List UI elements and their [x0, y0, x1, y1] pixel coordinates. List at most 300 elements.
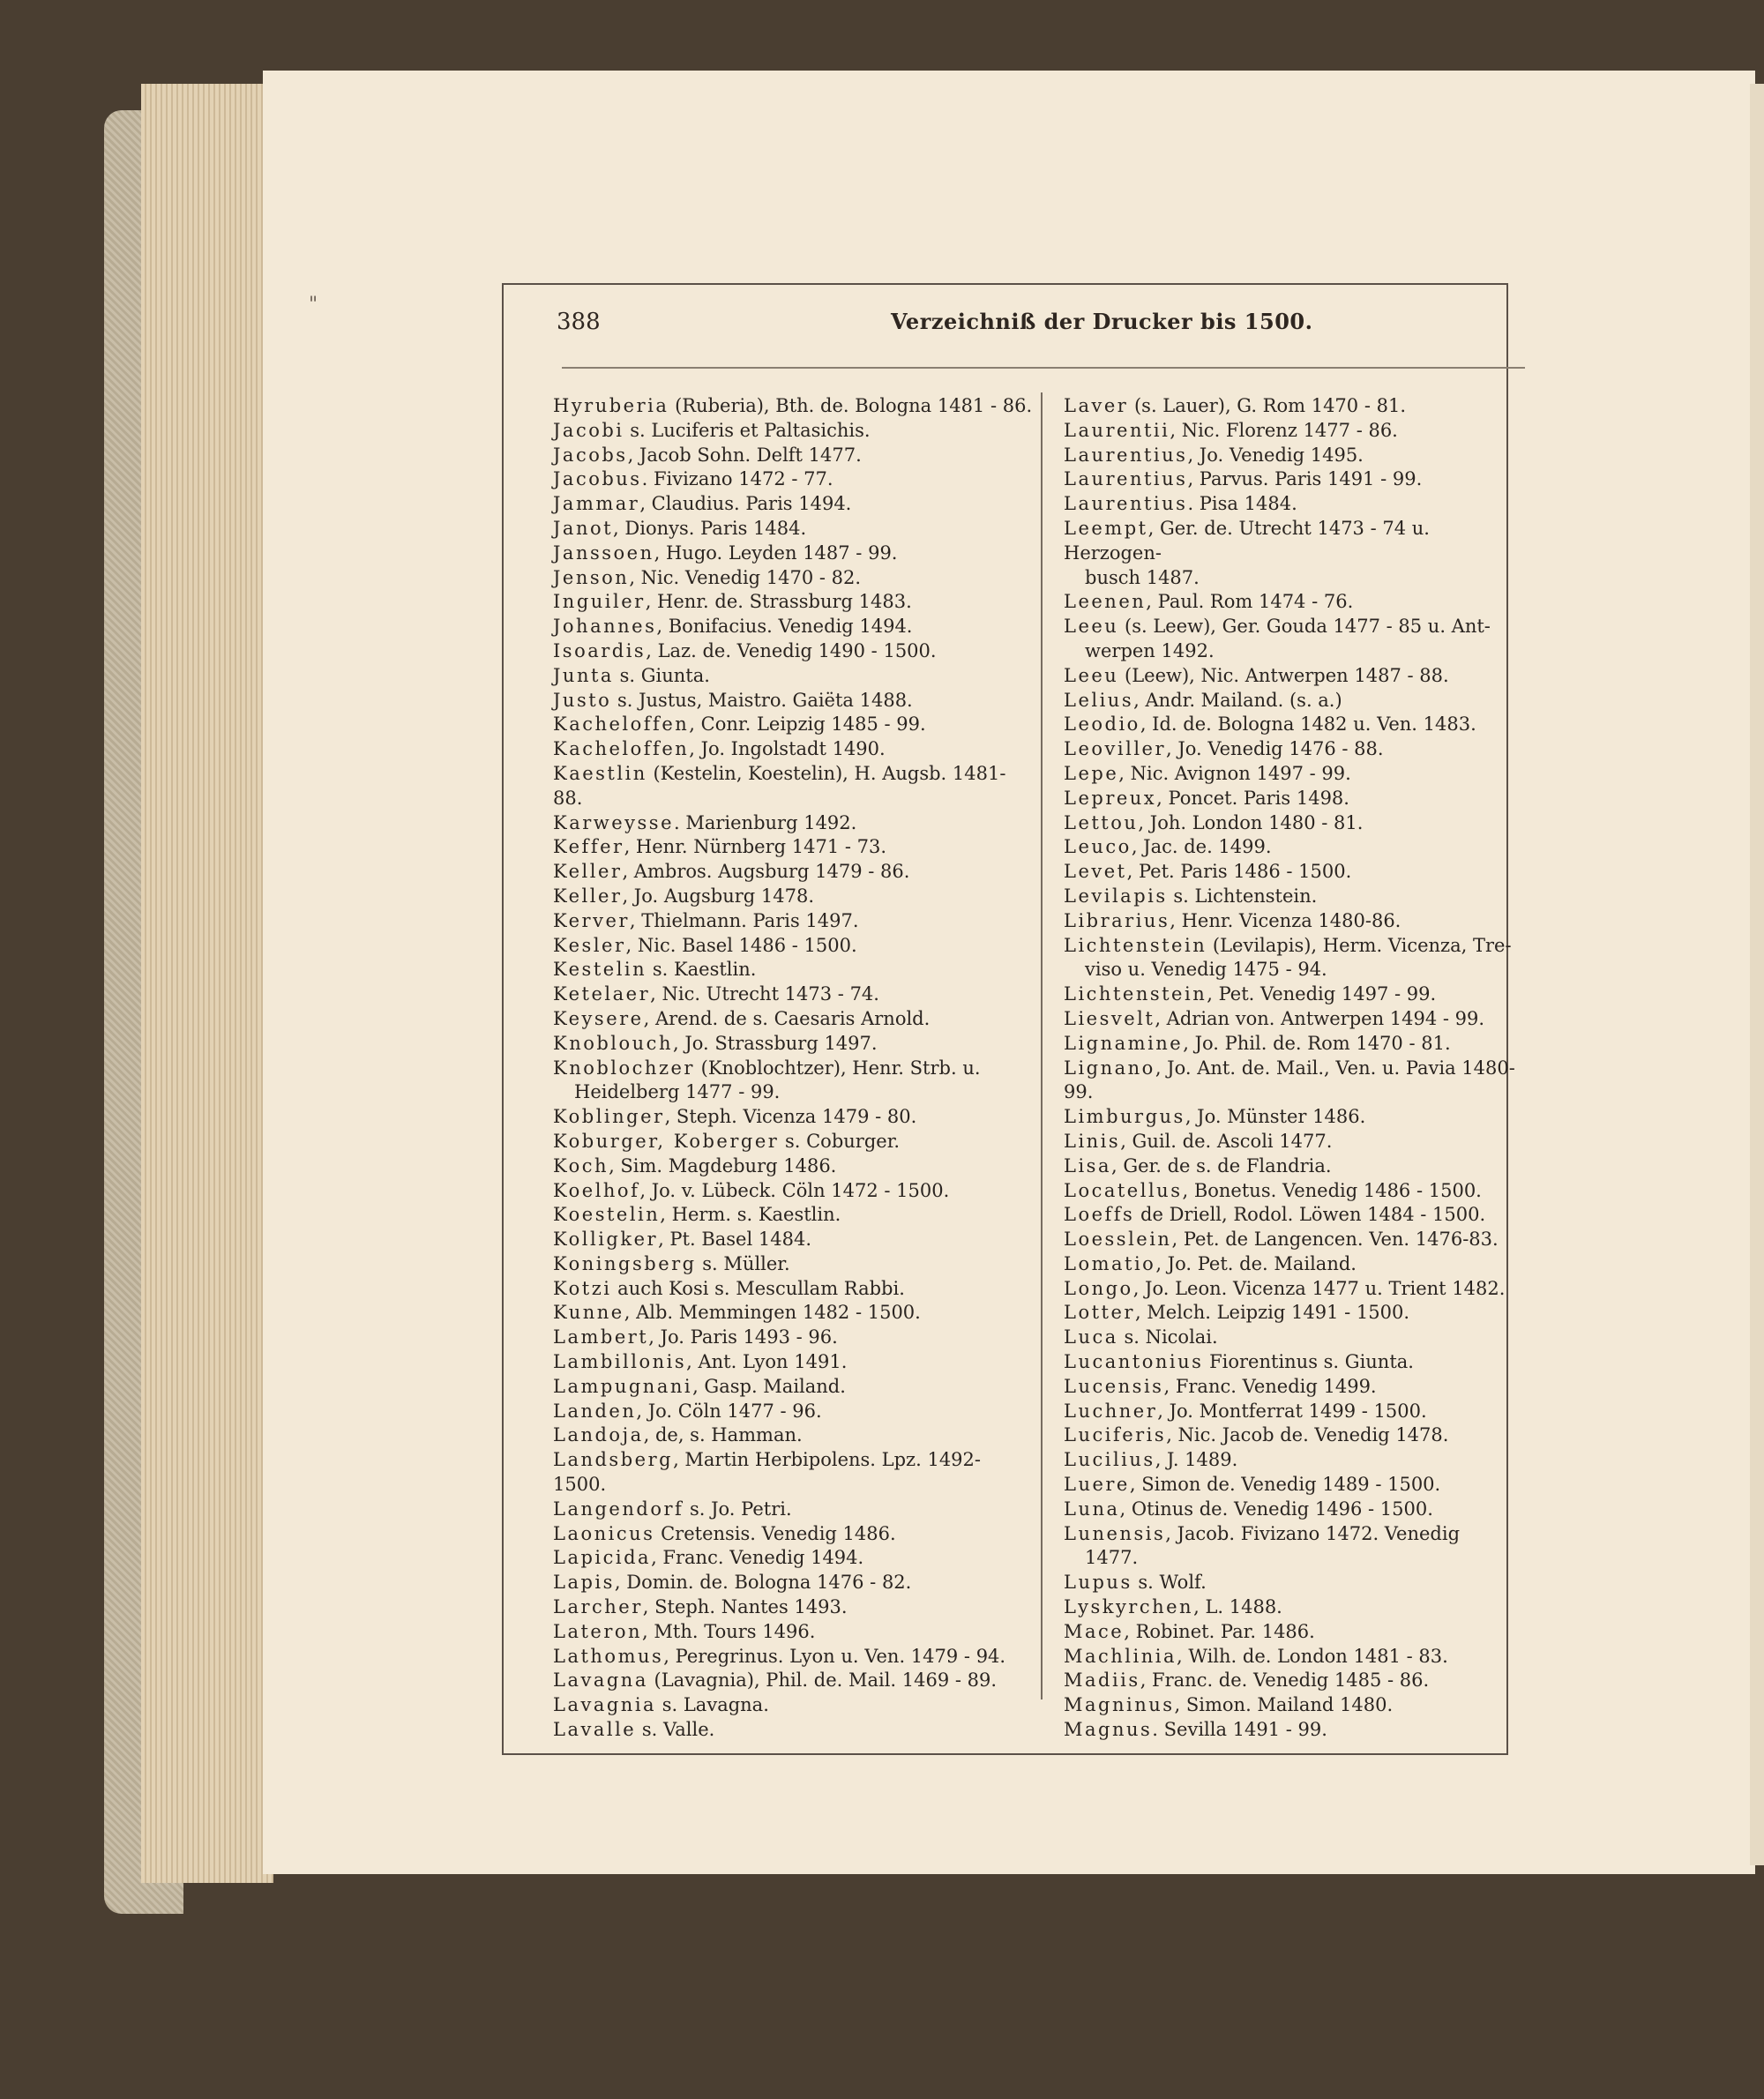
- entry-details: de Driell, Rodol. Löwen 1484 - 1500.: [1134, 1204, 1486, 1226]
- entry-details: (Leew), Nic. Antwerpen 1487 - 88.: [1118, 664, 1449, 686]
- entry-details: , Dionys. Paris 1484.: [613, 517, 807, 539]
- printer-name: Liesvelt: [1064, 1007, 1155, 1029]
- entry-details: , Nic. Florenz 1477 - 86.: [1170, 419, 1398, 441]
- entry-details: , Jo. Pet. de. Mailand.: [1155, 1252, 1357, 1274]
- index-entry: [553, 885, 1034, 909]
- index-entry: [1064, 1522, 1531, 1572]
- printer-name: Laurentius: [1064, 468, 1188, 490]
- index-entry: [1064, 1179, 1531, 1204]
- entry-details: (Levilapis), Herm. Vicenza, Tre-: [1207, 934, 1512, 956]
- entry-details: , Otinus de. Venedig 1496 - 1500.: [1119, 1498, 1433, 1520]
- index-entry: [1064, 444, 1531, 468]
- index-entry: [1064, 664, 1531, 689]
- entry-details: , Jacob. Fivizano 1472. Venedig: [1165, 1522, 1461, 1544]
- entry-details: , Jo. Augsburg 1478.: [622, 885, 814, 907]
- printer-name: Longo: [1064, 1277, 1133, 1299]
- printer-name: Junta: [553, 664, 614, 686]
- entry-details: , Pet. de Langencen. Ven. 1476-83.: [1171, 1229, 1499, 1251]
- index-entry: [553, 1375, 1034, 1400]
- entry-details: , Jac. de. 1499.: [1131, 836, 1272, 858]
- entry-details: Fiorentinus s. Giunta.: [1203, 1351, 1414, 1373]
- printer-name: Janot: [553, 517, 614, 539]
- index-entry: [1064, 762, 1531, 787]
- printer-name: Laurentii: [1064, 419, 1170, 441]
- printer-name: Lucilius: [1064, 1449, 1155, 1471]
- printer-name: Kaestlin: [553, 762, 647, 784]
- entry-details: , Nic. Basel 1486 - 1500.: [625, 934, 857, 956]
- entry-details: , Henr. Vicenza 1480-86.: [1170, 909, 1401, 931]
- index-entry: [553, 1252, 1034, 1277]
- printer-name: Loesslein: [1064, 1229, 1172, 1251]
- printer-name: Lapis: [553, 1572, 615, 1594]
- index-entry: [553, 860, 1034, 885]
- index-entry: [553, 713, 1034, 737]
- printer-name: Kesler: [553, 934, 626, 956]
- printer-name: Leoviller: [1064, 738, 1166, 760]
- index-entry: [1064, 590, 1531, 615]
- index-entry: [1064, 811, 1531, 836]
- index-entry: [553, 811, 1034, 836]
- entry-details: (Ruberia), Bth. de. Bologna 1481 - 86.: [669, 395, 1033, 416]
- printer-name: Landoja: [553, 1424, 644, 1446]
- index-entry: [553, 835, 1034, 860]
- index-entry: [553, 492, 1034, 517]
- printer-name: Knoblochzer: [553, 1057, 695, 1079]
- entry-details: , Ant. Lyon 1491.: [686, 1351, 848, 1373]
- entry-details: , Ambros. Augsburg 1479 - 86.: [622, 861, 910, 883]
- index-entry: [553, 934, 1034, 959]
- entry-details: , Nic. Avignon 1497 - 99.: [1118, 762, 1351, 784]
- entry-details: , Andr. Mailand. (s. a.): [1133, 689, 1342, 711]
- entry-details: , Franc. Venedig 1499.: [1163, 1375, 1377, 1397]
- entry-details: , Jacob Sohn. Delft 1477.: [627, 444, 862, 466]
- entry-details: , Henr. Nürnberg 1471 - 73.: [624, 836, 887, 858]
- index-entry: [1064, 787, 1531, 811]
- entry-details: s. Nicolai.: [1117, 1326, 1218, 1348]
- printer-name: Lepe: [1064, 762, 1119, 784]
- index-entry: [1064, 517, 1531, 590]
- index-entry: [1064, 934, 1531, 983]
- printer-name: Kerver: [553, 909, 630, 931]
- index-entry: [553, 542, 1034, 566]
- printer-name: Madiis: [1064, 1669, 1140, 1692]
- printer-name: Keller: [553, 861, 623, 883]
- index-entry: [553, 1498, 1034, 1522]
- entry-details: . Pisa 1484.: [1187, 493, 1297, 515]
- index-entry: [553, 615, 1034, 639]
- printer-name: Lomatio: [1064, 1252, 1156, 1274]
- printer-name: Leempt: [1064, 517, 1148, 539]
- entry-details: , Gasp. Mailand.: [692, 1375, 846, 1397]
- header-rule: [562, 367, 1525, 369]
- printer-name: Laonicus: [553, 1522, 655, 1544]
- printer-name: Jacobi: [553, 419, 624, 441]
- page-number: 388: [557, 309, 601, 335]
- entry-details: , Alb. Memmingen 1482 - 1500.: [624, 1302, 921, 1324]
- printer-name: Lichtenstein: [1064, 934, 1207, 956]
- entry-details: , Jo. Ant. de. Mail., Ven. u. Pavia 1480-99.: [1064, 1057, 1515, 1103]
- index-entry: [1064, 467, 1531, 492]
- printer-name: Lampugnani: [553, 1375, 693, 1397]
- printer-name: Koburger, Koberger: [553, 1130, 780, 1152]
- entry-details: , Thielmann. Paris 1497.: [629, 909, 859, 931]
- entry-details: , Nic. Utrecht 1473 - 74.: [650, 983, 879, 1005]
- index-entry: [553, 909, 1034, 934]
- index-entry: [1064, 1620, 1531, 1645]
- entry-details: , L. 1488.: [1193, 1596, 1282, 1618]
- printer-name: Koestelin: [553, 1204, 661, 1226]
- index-entry: [1064, 1400, 1531, 1424]
- printer-name: Jammar: [553, 493, 640, 515]
- printer-name: Keffer: [553, 836, 624, 858]
- index-entry: [553, 737, 1034, 762]
- index-entry: [1064, 1154, 1531, 1179]
- index-entry: [553, 419, 1034, 444]
- column-divider: [1041, 392, 1043, 1699]
- index-entry: [553, 1228, 1034, 1252]
- index-entry: [1064, 1277, 1531, 1302]
- index-entry: [553, 1423, 1034, 1448]
- index-entry: [553, 1645, 1034, 1669]
- entry-details: , Ger. de. Utrecht 1473 - 74 u. Herzogen-: [1064, 517, 1430, 564]
- entry-details: , de, s. Hamman.: [643, 1424, 803, 1446]
- entry-continuation: Heidelberg 1477 - 99.: [574, 1081, 781, 1103]
- entry-details: , Jo. v. Lübeck. Cöln 1472 - 1500.: [639, 1179, 950, 1201]
- printer-name: Leeu: [1064, 616, 1119, 638]
- printer-name: Luciferis: [1064, 1424, 1167, 1446]
- printer-name: Lucensis: [1064, 1375, 1164, 1397]
- entry-details: , Pet. Venedig 1497 - 99.: [1207, 983, 1437, 1005]
- printer-name: Kacheloffen: [553, 738, 690, 760]
- index-entry: [553, 1179, 1034, 1204]
- index-entry: [1064, 1007, 1531, 1032]
- entry-details: (s. Leew), Ger. Gouda 1477 - 85 u. Ant-: [1118, 616, 1491, 638]
- index-entry: [553, 958, 1034, 982]
- entry-details: (Knoblochtzer), Henr. Strb. u.: [694, 1057, 981, 1079]
- printer-name: Lyskyrchen: [1064, 1596, 1194, 1618]
- printer-name: Magnus: [1064, 1719, 1153, 1741]
- index-entry: [553, 467, 1034, 492]
- index-entry: [553, 1595, 1034, 1620]
- printer-name: Kotzi: [553, 1277, 612, 1299]
- printer-name: Karweysse: [553, 811, 674, 833]
- printer-name: Koch: [553, 1154, 609, 1176]
- index-entry: [1064, 492, 1531, 517]
- entry-details: , Jo. Cöln 1477 - 96.: [636, 1400, 822, 1422]
- entry-details: , Melch. Leipzig 1491 - 1500.: [1134, 1302, 1410, 1324]
- printer-name: Larcher: [553, 1596, 643, 1618]
- running-head: Verzeichniß der Drucker bis 1500.: [891, 309, 1313, 334]
- printer-name: Keysere: [553, 1007, 644, 1029]
- index-entry: [553, 1032, 1034, 1057]
- entry-details: . Fivizano 1472 - 77.: [641, 468, 833, 490]
- printer-name: Levilapis: [1064, 885, 1168, 907]
- printer-name: Koelhof: [553, 1179, 640, 1201]
- printer-name: Locatellus: [1064, 1179, 1183, 1201]
- printer-name: Koningsberg: [553, 1252, 697, 1274]
- printer-name: Loeffs: [1064, 1204, 1135, 1226]
- printer-name: Lunensis: [1064, 1522, 1166, 1544]
- entry-details: (Lavagnia), Phil. de. Mail. 1469 - 89.: [647, 1669, 998, 1692]
- entry-details: , Poncet. Paris 1498.: [1156, 787, 1349, 809]
- entry-details: s. Lavagna.: [656, 1694, 769, 1716]
- printer-name: Laurentius: [1064, 493, 1188, 515]
- index-entry: [553, 1693, 1034, 1718]
- entry-details: , Steph. Vicenza 1479 - 80.: [664, 1106, 917, 1128]
- index-entry: [553, 1350, 1034, 1375]
- index-entry: [1064, 1669, 1531, 1693]
- index-entry: [1064, 1057, 1531, 1106]
- entry-details: . Sevilla 1491 - 99.: [1152, 1719, 1327, 1741]
- entry-details: (s. Lauer), G. Rom 1470 - 81.: [1128, 395, 1406, 416]
- index-entry: [1064, 1423, 1531, 1448]
- entry-details: , Simon de. Venedig 1489 - 1500.: [1129, 1474, 1441, 1496]
- entry-details: , Herm. s. Kaestlin.: [660, 1204, 841, 1226]
- printer-name: Machlinia: [1064, 1645, 1177, 1667]
- index-entry: [1064, 1203, 1531, 1228]
- entry-details: , Steph. Nantes 1493.: [642, 1596, 848, 1618]
- index-entry: [553, 590, 1034, 615]
- entry-details: s. Kaestlin.: [647, 959, 757, 981]
- entry-details: , Nic. Venedig 1470 - 82.: [629, 566, 862, 588]
- printer-name: Lavagnia: [553, 1694, 657, 1716]
- printer-name: Lavagna: [553, 1669, 648, 1692]
- index-entry: [1064, 982, 1531, 1007]
- entry-details: , J. 1489.: [1155, 1449, 1238, 1471]
- index-entry: [1064, 737, 1531, 762]
- entry-details: , Bonifacius. Venedig 1494.: [656, 616, 913, 638]
- index-entry: [1064, 689, 1531, 713]
- printer-name: Jacobs: [553, 444, 628, 466]
- entry-details: (Kestelin, Koestelin), H. Augsb. 1481-88.: [553, 762, 1006, 809]
- printer-name: Lettou: [1064, 811, 1139, 833]
- index-entry: [553, 1546, 1034, 1571]
- entry-details: s. Giunta.: [613, 664, 710, 686]
- printer-name: Johannes: [553, 616, 657, 638]
- printer-name: Luna: [1064, 1498, 1120, 1520]
- printer-name: Landsberg: [553, 1449, 674, 1471]
- entry-details: s. Jo. Petri.: [684, 1498, 792, 1520]
- index-entry: [1064, 1718, 1531, 1743]
- entry-continuation: viso u. Venedig 1475 - 94.: [1085, 959, 1327, 981]
- printer-name: Lupus: [1064, 1572, 1132, 1594]
- index-entry: [553, 1130, 1034, 1154]
- printer-name: Mace: [1064, 1620, 1125, 1642]
- printer-name: Jacobus: [553, 468, 642, 490]
- entry-details: , Jo. Venedig 1476 - 88.: [1166, 738, 1384, 760]
- entry-details: , Guil. de. Ascoli 1477.: [1120, 1130, 1333, 1152]
- entry-details: , Simon. Mailand 1480.: [1174, 1694, 1394, 1716]
- index-entry: [1064, 835, 1531, 860]
- index-entry: [1064, 1130, 1531, 1154]
- entry-details: , Peregrinus. Lyon u. Ven. 1479 - 94.: [663, 1645, 1006, 1667]
- entry-details: , Domin. de. Bologna 1476 - 82.: [614, 1572, 912, 1594]
- index-entry: [553, 394, 1034, 419]
- printer-name: Kolligker: [553, 1229, 659, 1251]
- printer-name: Leeu: [1064, 664, 1119, 686]
- index-entry: [553, 1105, 1034, 1130]
- printer-name: Lucantonius: [1064, 1351, 1204, 1373]
- index-entry: [1064, 1595, 1531, 1620]
- entry-details: , Jo. Montferrat 1499 - 1500.: [1157, 1400, 1427, 1422]
- index-entry: [553, 1571, 1034, 1595]
- printer-name: Lotter: [1064, 1302, 1135, 1324]
- entry-details: , Sim. Magdeburg 1486.: [609, 1154, 837, 1176]
- entry-details: , Ger. de s. de Flandria.: [1110, 1154, 1332, 1176]
- index-entry: [1064, 909, 1531, 934]
- index-entry: [553, 689, 1034, 713]
- index-entry: [1064, 1252, 1531, 1277]
- entry-details: , Martin Herbipolens. Lpz. 1492-1500.: [553, 1449, 981, 1496]
- printer-name: Limburgus: [1064, 1106, 1185, 1128]
- printer-name: Lapicida: [553, 1547, 652, 1569]
- margin-mark: ": [309, 294, 318, 316]
- right-column: [1064, 394, 1531, 1743]
- printer-name: Linis: [1064, 1130, 1121, 1152]
- index-entry: [553, 1154, 1034, 1179]
- index-entry: [1064, 1350, 1531, 1375]
- printer-name: Lambillonis: [553, 1351, 687, 1373]
- entry-details: , Id. de. Bologna 1482 u. Ven. 1483.: [1140, 713, 1476, 736]
- printer-name: Leodio: [1064, 713, 1140, 736]
- index-entry: [553, 566, 1034, 591]
- printer-name: Janssoen: [553, 542, 654, 564]
- entry-continuation: werpen 1492.: [1085, 639, 1215, 661]
- printer-name: Laver: [1064, 395, 1129, 416]
- printer-name: Leenen: [1064, 591, 1147, 613]
- printer-name: Langendorf: [553, 1498, 684, 1520]
- index-entry: [553, 444, 1034, 468]
- entry-details: , Jo. Paris 1493 - 96.: [648, 1326, 838, 1348]
- printer-name: Inguiler: [553, 591, 646, 613]
- index-entry: [1064, 1326, 1531, 1350]
- printer-name: Luere: [1064, 1474, 1130, 1496]
- entry-details: s. Coburger.: [779, 1130, 901, 1152]
- printer-name: Lelius: [1064, 689, 1134, 711]
- entry-details: , Pt. Basel 1484.: [658, 1229, 811, 1251]
- index-entry: [553, 1326, 1034, 1350]
- entry-details: , Franc. Venedig 1494.: [651, 1547, 864, 1569]
- printer-name: Lathomus: [553, 1645, 664, 1667]
- printer-name: Lepreux: [1064, 787, 1157, 809]
- index-entry: [1064, 1571, 1531, 1595]
- index-entry: [1064, 1228, 1531, 1252]
- index-entry: [1064, 419, 1531, 444]
- page-edges: [141, 84, 273, 1883]
- index-entry: [1064, 1301, 1531, 1326]
- index-entry: [1064, 860, 1531, 885]
- printer-name: Lateron: [553, 1620, 643, 1642]
- printer-name: Lignamine: [1064, 1032, 1184, 1054]
- facing-page-edge: [1750, 84, 1764, 1865]
- index-entry: [1064, 885, 1531, 909]
- entry-details: , Jo. Leon. Vicenza 1477 u. Trient 1482.: [1132, 1277, 1506, 1299]
- index-entry: [1064, 394, 1531, 419]
- printer-name: Librarius: [1064, 909, 1170, 931]
- printer-name: Hyruberia: [553, 395, 669, 416]
- entry-details: , Jo. Venedig 1495.: [1187, 444, 1364, 466]
- index-entry: [1064, 1693, 1531, 1718]
- index-entry: [553, 1203, 1034, 1228]
- printer-name: Koblinger: [553, 1106, 665, 1128]
- index-entry: [553, 1448, 1034, 1498]
- printer-name: Lichtenstein: [1064, 983, 1207, 1005]
- entry-details: , Mth. Tours 1496.: [642, 1620, 816, 1642]
- index-entry: [553, 1277, 1034, 1302]
- index-entry: [1064, 1032, 1531, 1057]
- entry-details: , Paul. Rom 1474 - 76.: [1146, 591, 1354, 613]
- entry-details: s. Luciferis et Paltasichis.: [624, 419, 871, 441]
- entry-details: s. Müller.: [696, 1252, 790, 1274]
- index-entry: [553, 639, 1034, 664]
- index-entry: [1064, 1375, 1531, 1400]
- index-entry: [553, 982, 1034, 1007]
- index-entry: [553, 1669, 1034, 1693]
- printer-name: Luchner: [1064, 1400, 1158, 1422]
- printer-name: Lavalle: [553, 1719, 637, 1741]
- printer-name: Keller: [553, 885, 623, 907]
- printer-name: Jenson: [553, 566, 630, 588]
- printer-name: Justo: [553, 689, 612, 711]
- entry-details: , Jo. Phil. de. Rom 1470 - 81.: [1183, 1032, 1451, 1054]
- entry-details: , Bonetus. Venedig 1486 - 1500.: [1182, 1179, 1482, 1201]
- printer-name: Lambert: [553, 1326, 649, 1348]
- index-entry: [553, 517, 1034, 542]
- entry-details: s. Justus, Maistro. Gaiëta 1488.: [611, 689, 913, 711]
- index-entry: [1064, 1105, 1531, 1130]
- index-entry: [1064, 1473, 1531, 1498]
- entry-details: , Jo. Strassburg 1497.: [672, 1032, 878, 1054]
- entry-details: s. Lichtenstein.: [1167, 885, 1318, 907]
- entry-details: , Arend. de s. Caesaris Arnold.: [643, 1007, 931, 1029]
- entry-details: , Hugo. Leyden 1487 - 99.: [654, 542, 898, 564]
- entry-continuation: busch 1487.: [1085, 566, 1200, 588]
- index-entry: [553, 1400, 1034, 1424]
- entry-details: , Franc. de. Venedig 1485 - 86.: [1140, 1669, 1430, 1692]
- printer-name: Luca: [1064, 1326, 1118, 1348]
- entry-details: , Henr. de. Strassburg 1483.: [645, 591, 912, 613]
- index-entry: [1064, 1498, 1531, 1522]
- entry-details: s. Valle.: [636, 1719, 715, 1741]
- index-entry: [1064, 713, 1531, 737]
- entry-details: auch Kosi s. Mescullam Rabbi.: [611, 1277, 905, 1299]
- entry-details: , Robinet. Par. 1486.: [1124, 1620, 1315, 1642]
- printer-name: Leuco: [1064, 836, 1132, 858]
- printer-name: Ketelaer: [553, 983, 651, 1005]
- printer-name: Landen: [553, 1400, 637, 1422]
- index-entry: [1064, 1645, 1531, 1669]
- printer-name: Levet: [1064, 861, 1127, 883]
- index-entry: [553, 1620, 1034, 1645]
- entry-details: , Pet. Paris 1486 - 1500.: [1126, 861, 1352, 883]
- entry-details: Cretensis. Venedig 1486.: [654, 1522, 896, 1544]
- index-entry: [553, 1057, 1034, 1106]
- entry-details: , Joh. London 1480 - 81.: [1138, 811, 1364, 833]
- printer-name: Knoblouch: [553, 1032, 673, 1054]
- printer-name: Kunne: [553, 1302, 624, 1324]
- entry-continuation: 1477.: [1085, 1547, 1139, 1569]
- entry-details: s. Wolf.: [1132, 1572, 1207, 1594]
- printer-name: Laurentius: [1064, 444, 1188, 466]
- index-entry: [553, 1718, 1034, 1743]
- entry-details: , Conr. Leipzig 1485 - 99.: [689, 713, 926, 736]
- printer-name: Kacheloffen: [553, 713, 690, 736]
- index-entry: [553, 664, 1034, 689]
- printer-name: Lisa: [1064, 1154, 1111, 1176]
- entry-details: , Parvus. Paris 1491 - 99.: [1187, 468, 1423, 490]
- index-entry: [1064, 1448, 1531, 1473]
- printer-name: Kestelin: [553, 959, 647, 981]
